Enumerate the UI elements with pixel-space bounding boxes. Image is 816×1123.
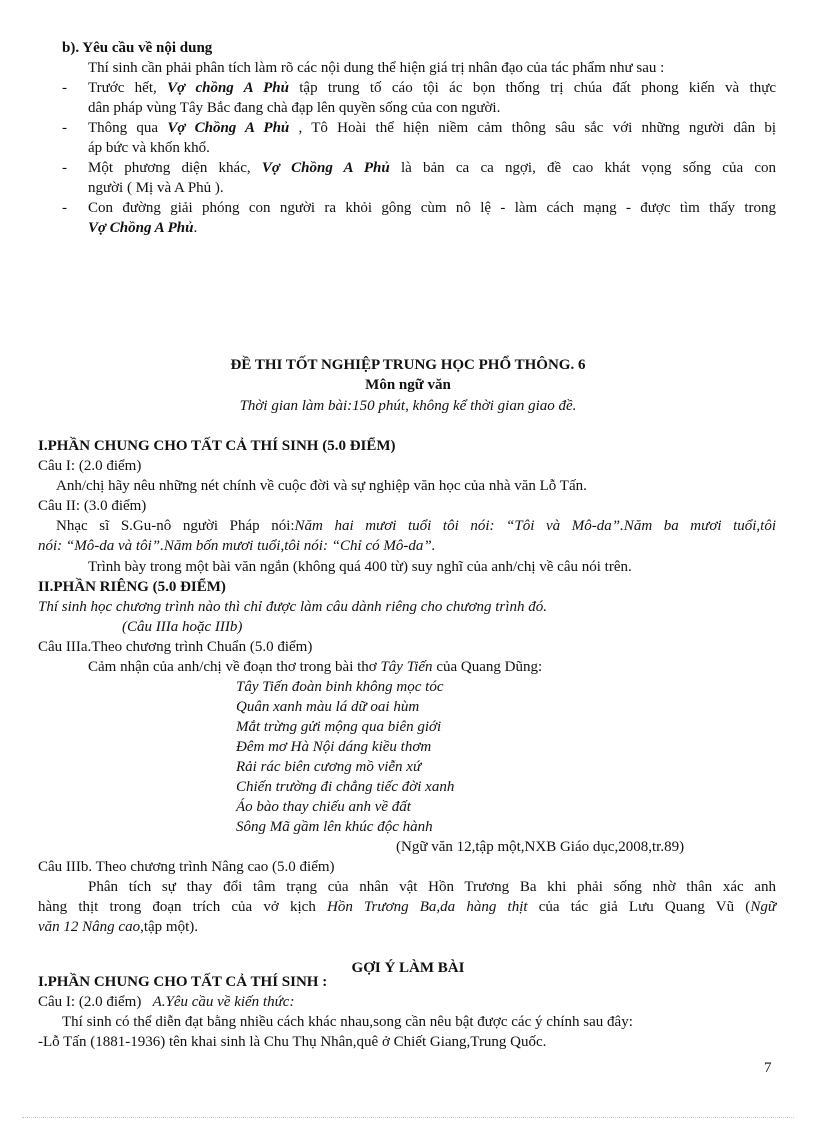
poem-line: Mắt trừng gửi mộng qua biên giới [236, 719, 442, 735]
answers-line1: -Lỗ Tấn (1881-1936) tên khai sinh là Chu Thụ Nhân,quê ở Chiết Giang,Trung Quốc. [38, 1034, 547, 1050]
exam-time: Thời gian làm bài:150 phút, không kể thời gian giao đề. [239, 398, 577, 414]
bullet-dash: - [62, 160, 67, 176]
q2-label: Câu II: (3.0 điểm) [38, 498, 147, 514]
q3b-line1: Phân tích sự thay đổi tâm trạng của nhân vật Hồn Trương Ba khi phải sống nhờ thân xác anh [88, 879, 776, 895]
answers-part1-heading: I.PHẦN CHUNG CHO TẤT CẢ THÍ SINH : [38, 974, 328, 990]
bullet-dash: - [62, 80, 67, 96]
q1-label: Câu I: (2.0 điểm) [38, 458, 142, 474]
bullet-4-line1: Con đường giải phóng con người ra khỏi gông cùm nô lệ - làm cách mạng - được tìm thấy trong [88, 200, 776, 216]
part2-options: (Câu IIIa hoặc IIIb) [122, 619, 243, 635]
q3a-prompt: Cảm nhận của anh/chị về đoạn thơ trong bài thơ Tây Tiến của Quang Dũng: [88, 659, 543, 675]
answers-q1-label: Câu I: (2.0 điểm) A.Yêu cầu về kiến thức: [38, 994, 295, 1010]
bullet-3-line2: người ( Mị và A Phủ ). [88, 180, 224, 196]
exam-subject: Môn ngữ văn [365, 377, 451, 393]
bullet-1-line1: Trước hết, Vợ chồng A Phủ tập trung tố cáo tội ác bọn thống trị chúa đất phong kiến và thực [88, 80, 776, 96]
q1-text: Anh/chị hãy nêu những nét chính về cuộc đời và sự nghiệp văn học của nhà văn Lỗ Tấn. [56, 478, 587, 494]
q3a-label: Câu IIIa.Theo chương trình Chuẩn (5.0 điểm) [38, 639, 313, 655]
poem-source: (Ngữ văn 12,tập một,NXB Giáo dục,2008,tr.89) [396, 839, 685, 855]
poem-line: Đêm mơ Hà Nội dáng kiều thơm [236, 739, 432, 755]
poem-line: Chiến trường đi chẳng tiếc đời xanh [236, 779, 455, 795]
part2-note: Thí sinh học chương trình nào thì chỉ được làm câu dành riêng cho chương trình đó. [38, 599, 547, 615]
section-b-heading: b). Yêu cầu về nội dung [62, 40, 213, 56]
poem-line: Sông Mã gầm lên khúc độc hành [236, 819, 433, 835]
page-number: 7 [764, 1060, 772, 1076]
q2-task: Trình bày trong một bài văn ngắn (không quá 400 từ) suy nghĩ của anh/chị về câu nói trên. [88, 559, 632, 575]
poem-line: Quân xanh màu lá dữ oai hùm [236, 699, 420, 715]
bullet-2-line2: áp bức và khốn khổ. [88, 140, 210, 156]
bullet-dash: - [62, 200, 67, 216]
bullet-2-line1: Thông qua Vợ Chồng A Phủ , Tô Hoài thể hiện niềm cảm thông sâu sắc với những người dân bị [88, 120, 776, 136]
bullet-1-line2: dân pháp vùng Tây Bắc đang chà đạp lên quyền sống của con người. [88, 100, 501, 116]
answers-intro: Thí sinh có thể diễn đạt bằng nhiều cách khác nhau,song cần nêu bật được các ý chính sau đây: [62, 1014, 633, 1030]
poem-line: Tây Tiến đoàn binh không mọc tóc [236, 679, 444, 695]
q3b-line3: văn 12 Nâng cao,tập một). [38, 919, 198, 935]
q2-line1: Nhạc sĩ S.Gu-nô người Pháp nói:Năm hai mươi tuổi tôi nói: “Tôi và Mô-da”.Năm ba mươi tuổi,tôi [56, 518, 776, 534]
part1-heading: I.PHẦN CHUNG CHO TẤT CẢ THÍ SINH (5.0 ĐIỂM) [38, 438, 396, 454]
q3b-line2: hàng thịt trong đoạn trích của vở kịch Hồn Trương Ba,da hàng thịt của tác giả Lưu Quang Vũ (Ngữ [38, 899, 776, 915]
answers-title: GỢI Ý LÀM BÀI [351, 960, 465, 976]
bullet-dash: - [62, 120, 67, 136]
part2-heading: II.PHẦN RIÊNG (5.0 ĐIỂM) [38, 579, 226, 595]
bullet-4-line2: Vợ Chồng A Phủ. [88, 220, 198, 236]
exam-title: ĐỀ THI TỐT NGHIỆP TRUNG HỌC PHỔ THÔNG. 6 [230, 357, 586, 373]
page-bottom-divider [22, 1117, 794, 1118]
q2-line2: nói: “Mô-da và tôi”.Năm bốn mươi tuổi,tôi nói: “Chỉ có Mô-da”. [38, 538, 436, 554]
q3b-label: Câu IIIb. Theo chương trình Nâng cao (5.0 điểm) [38, 859, 335, 875]
poem-line: Rải rác biên cương mồ viễn xứ [236, 759, 422, 775]
bullet-3-line1: Một phương diện khác, Vợ Chồng A Phủ là bản ca ca ngợi, đề cao khát vọng sống của con [88, 160, 776, 176]
poem-line: Áo bào thay chiếu anh về đất [236, 799, 411, 815]
section-b-intro: Thí sinh cần phải phân tích làm rõ các nội dung thể hiện giá trị nhân đạo của tác phẩm như sau : [88, 60, 665, 76]
